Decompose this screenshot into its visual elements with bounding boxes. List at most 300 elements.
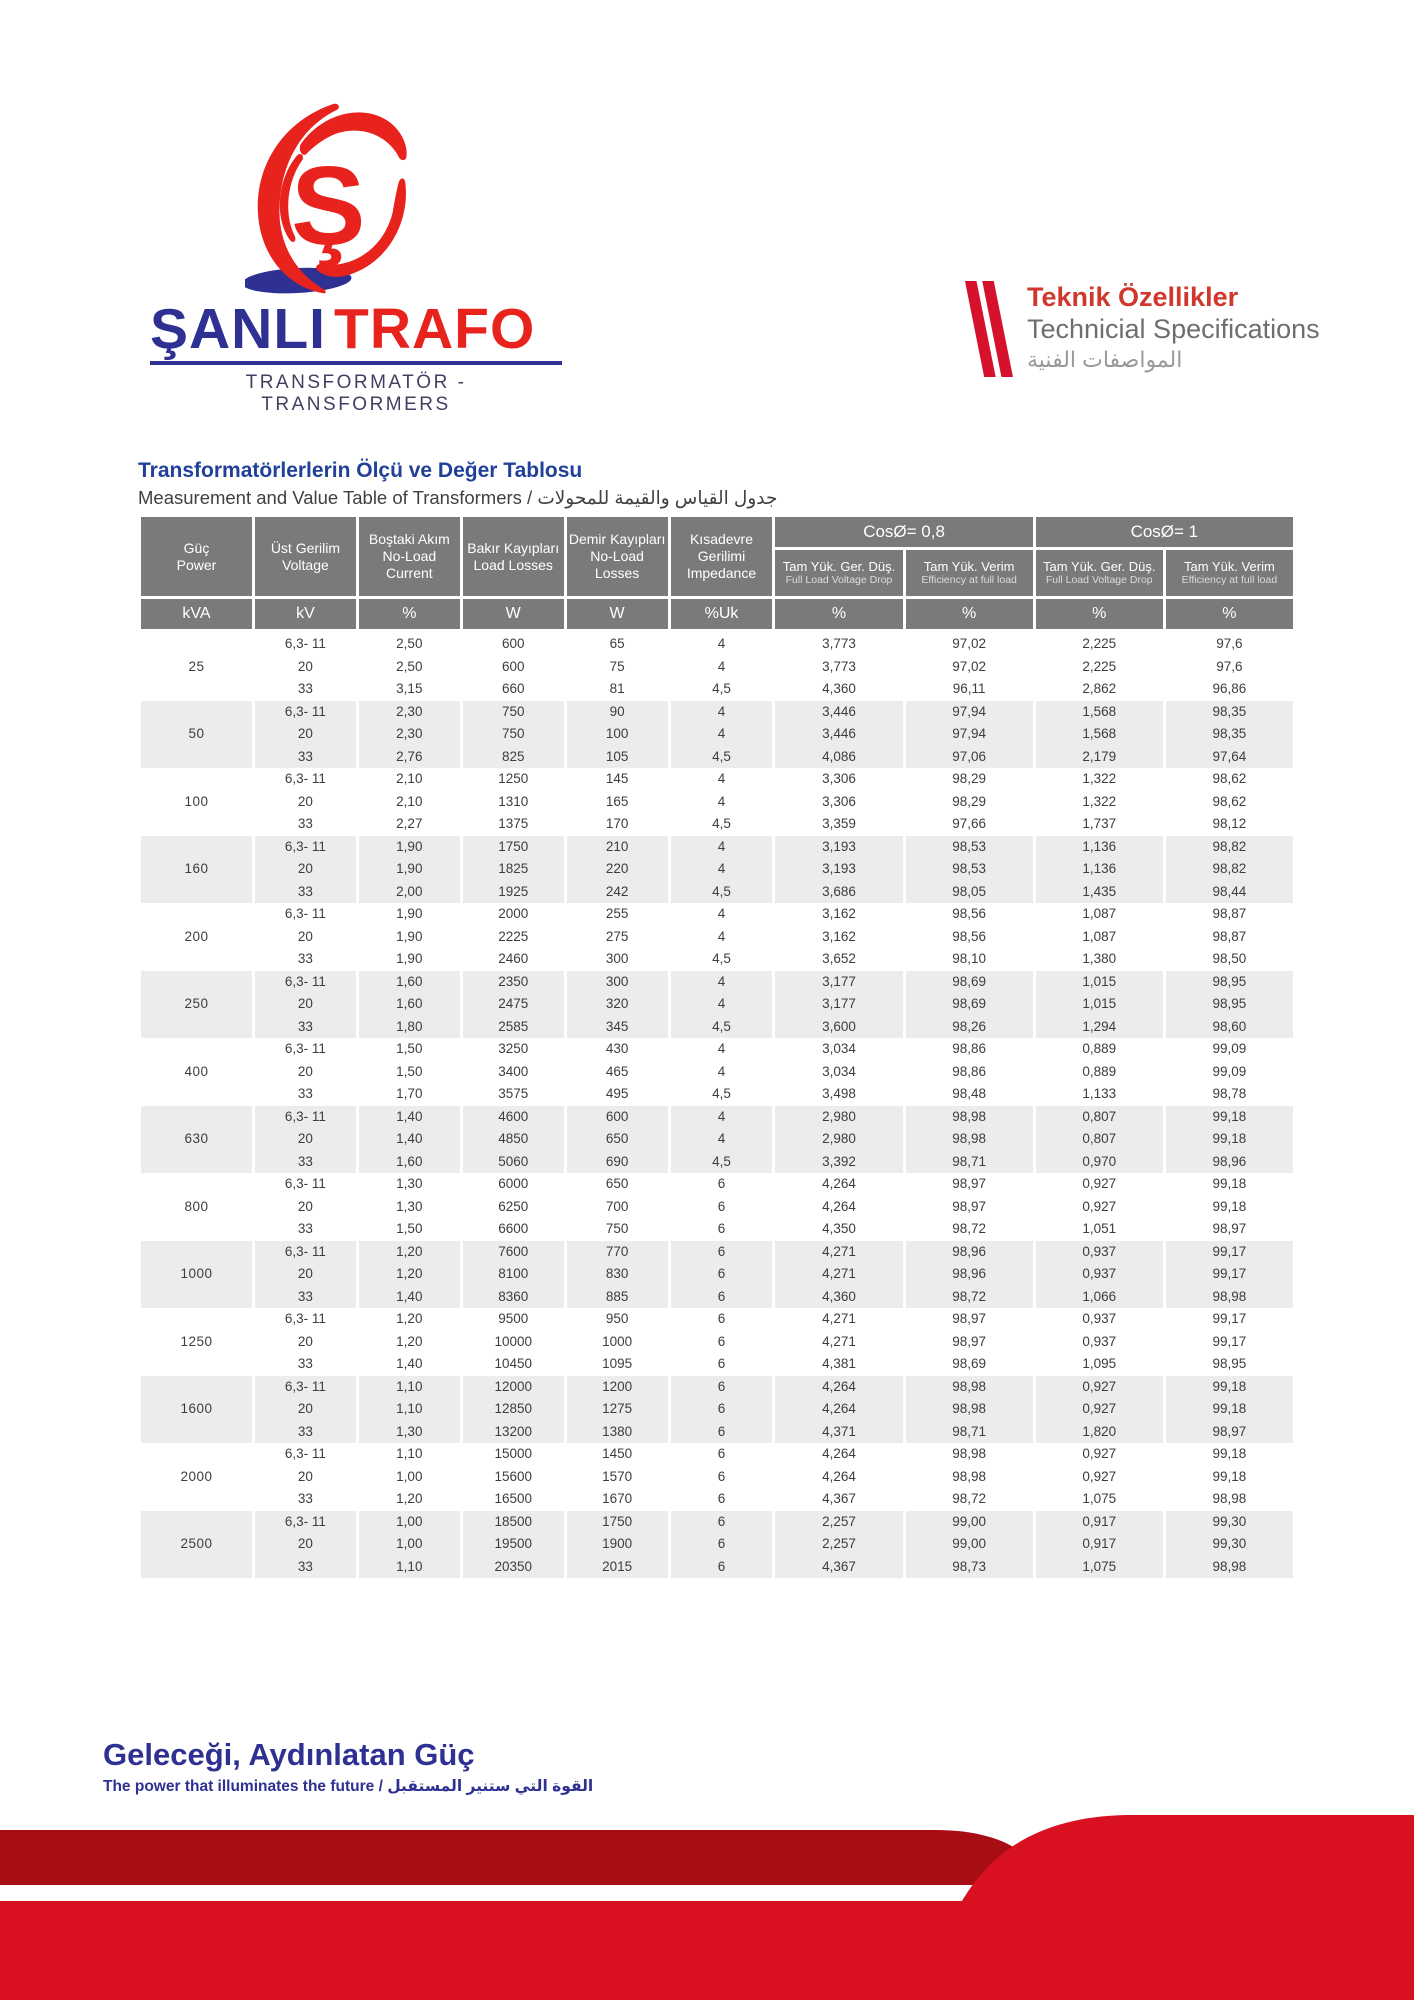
spec-cell: 0,889 [1036, 1061, 1163, 1084]
spec-cell: 1670 [567, 1488, 668, 1511]
spec-cell: 6 [671, 1241, 773, 1264]
spec-cell: 98,71 [906, 1421, 1033, 1444]
spec-cell: 1,60 [359, 993, 460, 1016]
spec-cell: 99,18 [1166, 1128, 1293, 1151]
spec-cell: 20 [255, 858, 356, 881]
logo-monogram-letter: Ş [291, 143, 366, 269]
spec-cell: 2475 [463, 993, 564, 1016]
spec-cell: 98,97 [906, 1331, 1033, 1354]
spec-cell: 6 [671, 1331, 773, 1354]
spec-cell: 4,264 [775, 1466, 902, 1489]
spec-cell: 4,360 [775, 678, 902, 701]
spec-row [141, 971, 1293, 994]
unit-cell-cos-0-0: % [775, 599, 902, 633]
spec-cell: 65 [567, 633, 668, 656]
specs-title-ar: المواصفات الفنية [1027, 346, 1183, 372]
spec-cell: 1,90 [359, 858, 460, 881]
spec-cell: 33 [255, 1286, 356, 1309]
spec-cell: 33 [255, 1421, 356, 1444]
spec-cell: 1925 [463, 881, 564, 904]
spec-cell: 1,90 [359, 948, 460, 971]
spec-row [141, 678, 1293, 701]
spec-cell: 33 [255, 1353, 356, 1376]
spec-cell: 6 [671, 1218, 773, 1241]
spec-cell: 1,380 [1036, 948, 1163, 971]
spec-cell: 1,820 [1036, 1421, 1163, 1444]
spec-cell: 242 [567, 881, 668, 904]
spec-cell: 7600 [463, 1241, 564, 1264]
unit-cell-0: kVA [141, 599, 252, 633]
spec-cell: 2,179 [1036, 746, 1163, 769]
spec-row [141, 1263, 1293, 1286]
spec-cell: 750 [567, 1218, 668, 1241]
spec-cell: 99,18 [1166, 1398, 1293, 1421]
spec-cell: 4,271 [775, 1263, 902, 1286]
spec-cell: 96,86 [1166, 678, 1293, 701]
spec-cell: 98,35 [1166, 723, 1293, 746]
slogan-tr: Geleceği, Aydınlatan Güç [103, 1737, 475, 1772]
spec-cell: 20 [255, 926, 356, 949]
spec-cell: 33 [255, 1016, 356, 1039]
spec-cell: 1,00 [359, 1533, 460, 1556]
spec-cell: 98,98 [1166, 1286, 1293, 1309]
spec-cell: 2,980 [775, 1106, 902, 1129]
spec-cell: 4,264 [775, 1376, 902, 1399]
spec-cell: 4 [671, 656, 773, 679]
spec-cell: 345 [567, 1016, 668, 1039]
footer-slogan-block [103, 1738, 593, 1796]
spec-row [141, 1398, 1293, 1421]
spec-cell: 6,3- 11 [255, 1376, 356, 1399]
spec-cell: 98,72 [906, 1218, 1033, 1241]
spec-cell: 2,30 [359, 701, 460, 724]
spec-cell: 9500 [463, 1308, 564, 1331]
spec-cell: 98,29 [906, 791, 1033, 814]
specs-title-en: Technicial Specifications [1027, 313, 1320, 344]
spec-cell: 1,136 [1036, 836, 1163, 859]
sub-header-1-1 [1166, 550, 1293, 599]
double-slash-icon [963, 281, 1013, 377]
spec-cell: 3,15 [359, 678, 460, 701]
spec-cell: 8360 [463, 1286, 564, 1309]
spec-cell: 1,015 [1036, 993, 1163, 1016]
spec-cell: 6 [671, 1488, 773, 1511]
spec-cell: 98,35 [1166, 701, 1293, 724]
spec-cell: 0,927 [1036, 1443, 1163, 1466]
spec-cell: 750 [463, 723, 564, 746]
spec-cell: 3575 [463, 1083, 564, 1106]
spec-cell: 97,66 [906, 813, 1033, 836]
column-header-1 [255, 517, 356, 599]
spec-cell: 6 [671, 1376, 773, 1399]
spec-cell: 2,980 [775, 1128, 902, 1151]
spec-cell: 3,652 [775, 948, 902, 971]
spec-cell: 1095 [567, 1353, 668, 1376]
spec-cell: 4,5 [671, 813, 773, 836]
sub-header-tr: Tam Yük. Verim [1184, 559, 1275, 575]
spec-table-section [138, 458, 1296, 1578]
column-header-en: Load Losses [473, 556, 553, 573]
spec-row [141, 1061, 1293, 1084]
power-value: 100 [141, 768, 252, 836]
spec-cell: 4,371 [775, 1421, 902, 1444]
spec-cell: 1,00 [359, 1511, 460, 1534]
spec-cell: 1,40 [359, 1353, 460, 1376]
spec-cell: 3,177 [775, 971, 902, 994]
spec-row [141, 813, 1293, 836]
spec-cell: 2,30 [359, 723, 460, 746]
spec-cell: 98,98 [906, 1398, 1033, 1421]
spec-cell: 300 [567, 971, 668, 994]
table-body [141, 633, 1293, 1578]
column-header-tr: Kısadevre Gerilimi [689, 531, 754, 565]
spec-cell: 6 [671, 1308, 773, 1331]
unit-cell-1: kV [255, 599, 356, 633]
spec-cell: 97,02 [906, 633, 1033, 656]
spec-cell: 99,18 [1166, 1376, 1293, 1399]
spec-cell: 97,6 [1166, 633, 1293, 656]
spec-cell: 99,18 [1166, 1196, 1293, 1219]
spec-cell: 1,435 [1036, 881, 1163, 904]
spec-cell: 20 [255, 1061, 356, 1084]
spec-row [141, 836, 1293, 859]
spec-cell: 98,50 [1166, 948, 1293, 971]
spec-cell: 98,82 [1166, 836, 1293, 859]
spec-cell: 99,00 [906, 1533, 1033, 1556]
spec-cell: 33 [255, 1488, 356, 1511]
spec-cell: 98,98 [1166, 1488, 1293, 1511]
power-value: 160 [141, 836, 252, 904]
spec-cell: 1,075 [1036, 1556, 1163, 1579]
spec-cell: 4,5 [671, 1151, 773, 1174]
sub-header-en: Full Load Voltage Drop [1045, 574, 1153, 587]
spec-cell: 4,264 [775, 1196, 902, 1219]
spec-cell: 20 [255, 1533, 356, 1556]
spec-cell: 3,306 [775, 768, 902, 791]
power-value: 200 [141, 903, 252, 971]
spec-cell: 2,50 [359, 633, 460, 656]
spec-cell: 1,90 [359, 926, 460, 949]
spec-cell: 99,18 [1166, 1173, 1293, 1196]
spec-cell: 0,937 [1036, 1263, 1163, 1286]
power-value: 2500 [141, 1511, 252, 1579]
spec-cell: 4 [671, 1106, 773, 1129]
column-header-2 [359, 517, 460, 599]
spec-cell: 99,18 [1166, 1466, 1293, 1489]
spec-cell: 6,3- 11 [255, 1241, 356, 1264]
brand-name-trafo: TRAFO [334, 297, 536, 361]
spec-cell: 2,76 [359, 746, 460, 769]
spec-cell: 98,72 [906, 1286, 1033, 1309]
spec-cell: 465 [567, 1061, 668, 1084]
spec-cell: 3,498 [775, 1083, 902, 1106]
spec-cell: 98,73 [906, 1556, 1033, 1579]
spec-cell: 1,60 [359, 971, 460, 994]
spec-cell: 825 [463, 746, 564, 769]
spec-cell: 6,3- 11 [255, 633, 356, 656]
spec-cell: 97,64 [1166, 746, 1293, 769]
spec-cell: 6 [671, 1398, 773, 1421]
spec-cell: 750 [463, 701, 564, 724]
spec-cell: 90 [567, 701, 668, 724]
spec-cell: 1,20 [359, 1488, 460, 1511]
spec-cell: 255 [567, 903, 668, 926]
spec-cell: 98,53 [906, 858, 1033, 881]
spec-cell: 1275 [567, 1398, 668, 1421]
spec-cell: 650 [567, 1173, 668, 1196]
spec-cell: 0,937 [1036, 1308, 1163, 1331]
spec-cell: 320 [567, 993, 668, 1016]
spec-cell: 12850 [463, 1398, 564, 1421]
spec-cell: 105 [567, 746, 668, 769]
spec-cell: 4 [671, 903, 773, 926]
spec-row [141, 1083, 1293, 1106]
spec-cell: 1,568 [1036, 723, 1163, 746]
spec-row [141, 948, 1293, 971]
spec-cell: 1,095 [1036, 1353, 1163, 1376]
spec-cell: 10000 [463, 1331, 564, 1354]
spec-cell: 600 [567, 1106, 668, 1129]
spec-cell: 4 [671, 791, 773, 814]
spec-cell: 165 [567, 791, 668, 814]
spec-cell: 3,034 [775, 1038, 902, 1061]
spec-cell: 15000 [463, 1443, 564, 1466]
spec-cell: 0,927 [1036, 1398, 1163, 1421]
spec-cell: 1,133 [1036, 1083, 1163, 1106]
spec-row [141, 1443, 1293, 1466]
spec-cell: 98,95 [1166, 971, 1293, 994]
spec-cell: 99,17 [1166, 1241, 1293, 1264]
spec-cell: 20 [255, 1196, 356, 1219]
power-value: 1250 [141, 1308, 252, 1376]
spec-cell: 210 [567, 836, 668, 859]
spec-cell: 4,271 [775, 1331, 902, 1354]
unit-cell-cos-0-1: % [906, 599, 1033, 633]
spec-cell: 99,17 [1166, 1331, 1293, 1354]
table-head [141, 517, 1293, 633]
spec-cell: 1,075 [1036, 1488, 1163, 1511]
spec-cell: 6 [671, 1556, 773, 1579]
spec-cell: 33 [255, 746, 356, 769]
spec-cell: 3,686 [775, 881, 902, 904]
spec-cell: 6 [671, 1173, 773, 1196]
spec-cell: 98,12 [1166, 813, 1293, 836]
spec-cell: 3,306 [775, 791, 902, 814]
spec-cell: 20350 [463, 1556, 564, 1579]
spec-cell: 275 [567, 926, 668, 949]
spec-cell: 6 [671, 1533, 773, 1556]
spec-cell: 97,94 [906, 701, 1033, 724]
spec-row [141, 1353, 1293, 1376]
spec-cell: 4 [671, 768, 773, 791]
spec-cell: 2225 [463, 926, 564, 949]
spec-cell: 170 [567, 813, 668, 836]
spec-cell: 660 [463, 678, 564, 701]
spec-row [141, 858, 1293, 881]
spec-cell: 4,264 [775, 1173, 902, 1196]
power-value: 250 [141, 971, 252, 1039]
spec-cell: 98,44 [1166, 881, 1293, 904]
spec-cell: 3,193 [775, 858, 902, 881]
column-header-3 [463, 517, 564, 599]
spec-cell: 4,360 [775, 1286, 902, 1309]
spec-row [141, 926, 1293, 949]
spec-cell: 1900 [567, 1533, 668, 1556]
spec-row [141, 1241, 1293, 1264]
spec-row [141, 656, 1293, 679]
spec-cell: 98,86 [906, 1061, 1033, 1084]
spec-cell: 4,350 [775, 1218, 902, 1241]
spec-cell: 98,86 [906, 1038, 1033, 1061]
spec-cell: 4 [671, 1038, 773, 1061]
column-header-tr: Bakır Kayıpları [467, 539, 560, 556]
spec-row [141, 881, 1293, 904]
spec-cell: 0,970 [1036, 1151, 1163, 1174]
spec-cell: 99,00 [906, 1511, 1033, 1534]
spec-row [141, 1421, 1293, 1444]
spec-cell: 13200 [463, 1421, 564, 1444]
spec-cell: 33 [255, 881, 356, 904]
spec-cell: 2,27 [359, 813, 460, 836]
spec-cell: 4,5 [671, 881, 773, 904]
spec-cell: 99,09 [1166, 1061, 1293, 1084]
column-header-0 [141, 517, 252, 599]
spec-cell: 98,97 [1166, 1218, 1293, 1241]
spec-cell: 6600 [463, 1218, 564, 1241]
column-header-tr: Güç [183, 539, 210, 556]
spec-cell: 2,50 [359, 656, 460, 679]
cos-group-header-0: CosØ= 0,8 [775, 517, 1032, 550]
spec-cell: 97,02 [906, 656, 1033, 679]
spec-cell: 4,381 [775, 1353, 902, 1376]
logo-underline [150, 361, 562, 365]
spec-cell: 0,927 [1036, 1196, 1163, 1219]
spec-cell: 96,11 [906, 678, 1033, 701]
spec-cell: 6 [671, 1353, 773, 1376]
spec-cell: 770 [567, 1241, 668, 1264]
spec-cell: 1,737 [1036, 813, 1163, 836]
spec-cell: 6,3- 11 [255, 768, 356, 791]
spec-cell: 98,56 [906, 926, 1033, 949]
spec-cell: 145 [567, 768, 668, 791]
spec-cell: 2000 [463, 903, 564, 926]
spec-cell: 2460 [463, 948, 564, 971]
spec-cell: 1450 [567, 1443, 668, 1466]
column-header-4 [567, 517, 668, 599]
spec-cell: 4 [671, 1061, 773, 1084]
spec-cell: 4,271 [775, 1241, 902, 1264]
spec-cell: 1,066 [1036, 1286, 1163, 1309]
spec-cell: 1,087 [1036, 926, 1163, 949]
spec-cell: 1380 [567, 1421, 668, 1444]
spec-cell: 97,06 [906, 746, 1033, 769]
spec-cell: 300 [567, 948, 668, 971]
spec-cell: 1,40 [359, 1106, 460, 1129]
spec-row [141, 791, 1293, 814]
spec-cell: 98,26 [906, 1016, 1033, 1039]
spec-cell: 0,917 [1036, 1511, 1163, 1534]
power-value: 800 [141, 1173, 252, 1241]
spec-cell: 98,71 [906, 1151, 1033, 1174]
spec-cell: 4,5 [671, 746, 773, 769]
spec-cell: 4,5 [671, 678, 773, 701]
spec-cell: 6 [671, 1466, 773, 1489]
spec-cell: 1,136 [1036, 858, 1163, 881]
spec-cell: 6,3- 11 [255, 836, 356, 859]
spec-cell: 1,322 [1036, 791, 1163, 814]
table-title-en-ar: Measurement and Value Table of Transformers / جدول القياس والقيمة للمحولات [138, 487, 778, 509]
spec-cell: 98,95 [1166, 1353, 1293, 1376]
spec-cell: 98,97 [906, 1308, 1033, 1331]
spec-cell: 3,177 [775, 993, 902, 1016]
spec-cell: 1,50 [359, 1038, 460, 1061]
spec-cell: 4 [671, 926, 773, 949]
power-value: 2000 [141, 1443, 252, 1511]
spec-cell: 1,70 [359, 1083, 460, 1106]
spec-cell: 4 [671, 971, 773, 994]
spec-cell: 20 [255, 1466, 356, 1489]
spec-cell: 1,30 [359, 1421, 460, 1444]
spec-cell: 700 [567, 1196, 668, 1219]
spec-cell: 3400 [463, 1061, 564, 1084]
column-header-en: No-Load Losses [590, 548, 644, 582]
spec-cell: 0,807 [1036, 1106, 1163, 1129]
spec-cell: 1,294 [1036, 1016, 1163, 1039]
spec-cell: 4 [671, 1128, 773, 1151]
spec-cell: 1,322 [1036, 768, 1163, 791]
spec-cell: 98,96 [1166, 1151, 1293, 1174]
spec-row [141, 746, 1293, 769]
spec-cell: 98,62 [1166, 791, 1293, 814]
spec-cell: 2,10 [359, 791, 460, 814]
spec-cell: 4,367 [775, 1556, 902, 1579]
spec-cell: 4,264 [775, 1398, 902, 1421]
spec-row [141, 1331, 1293, 1354]
spec-cell: 98,82 [1166, 858, 1293, 881]
spec-row [141, 1286, 1293, 1309]
spec-cell: 2,00 [359, 881, 460, 904]
sub-header-tr: Tam Yük. Verim [923, 559, 1015, 575]
spec-cell: 97,94 [906, 723, 1033, 746]
spec-cell: 3,773 [775, 633, 902, 656]
unit-cell-3: W [463, 599, 564, 633]
spec-cell: 75 [567, 656, 668, 679]
spec-row [141, 1511, 1293, 1534]
spec-cell: 0,807 [1036, 1128, 1163, 1151]
spec-row [141, 633, 1293, 656]
logo-monogram-icon [245, 100, 413, 297]
spec-cell: 15600 [463, 1466, 564, 1489]
spec-cell: 4850 [463, 1128, 564, 1151]
spec-cell: 98,69 [906, 993, 1033, 1016]
spec-cell: 10450 [463, 1353, 564, 1376]
spec-cell: 98,98 [906, 1466, 1033, 1489]
spec-cell: 98,78 [1166, 1083, 1293, 1106]
spec-cell: 3,392 [775, 1151, 902, 1174]
specs-title-tr: Teknik Özellikler [1027, 282, 1239, 312]
unit-cell-2: % [359, 599, 460, 633]
header-row-units [141, 599, 1293, 633]
spec-cell: 650 [567, 1128, 668, 1151]
technical-specifications-badge [963, 281, 1320, 377]
spec-cell: 4,086 [775, 746, 902, 769]
spec-cell: 98,98 [1166, 1556, 1293, 1579]
spec-cell: 6,3- 11 [255, 1443, 356, 1466]
spec-cell: 3250 [463, 1038, 564, 1061]
spec-cell: 6,3- 11 [255, 701, 356, 724]
spec-cell: 950 [567, 1308, 668, 1331]
spec-cell: 4,5 [671, 1016, 773, 1039]
